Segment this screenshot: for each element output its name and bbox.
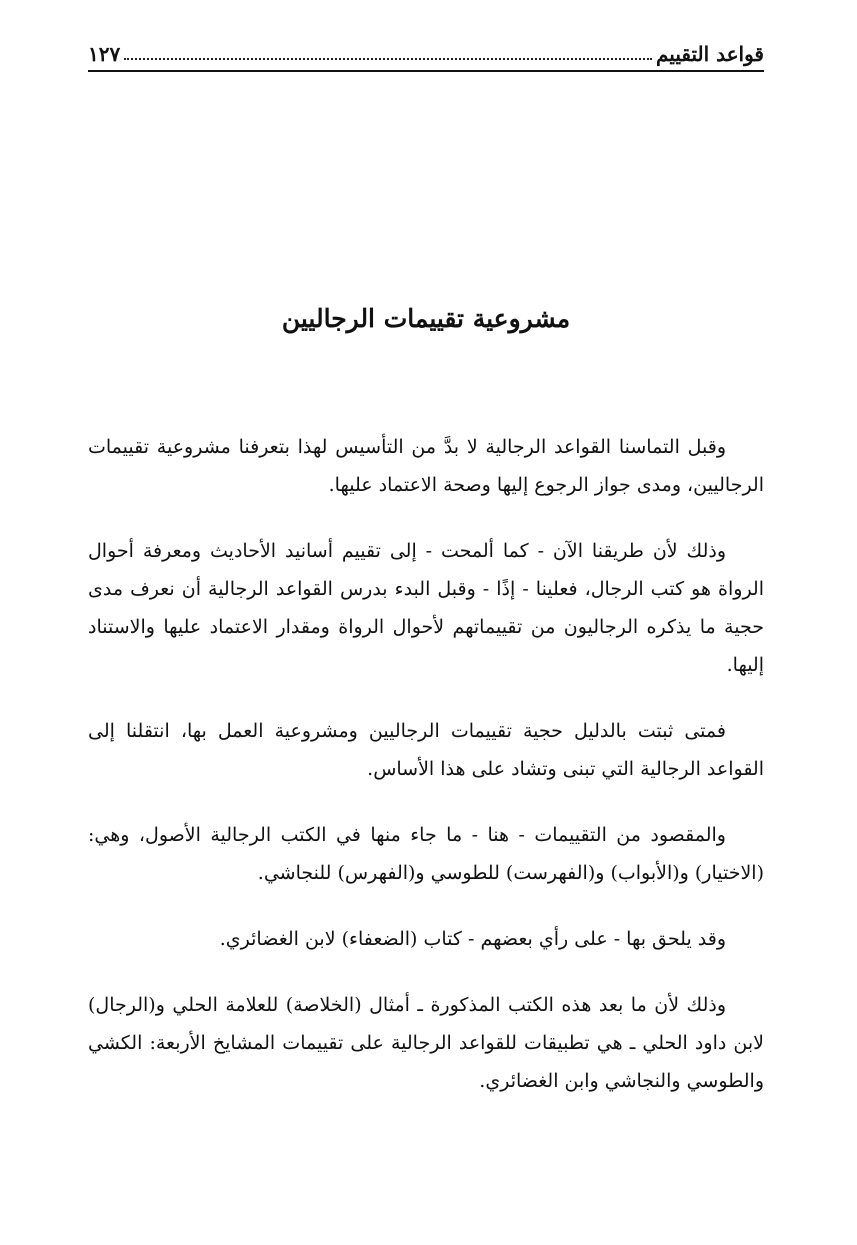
page-number: ١٢٧ [88,42,121,66]
section-title: مشروعية تقييمات الرجاليين [281,304,571,333]
paragraph: والمقصود من التقييمات - هنا - ما جاء منها في الكتب الرجالية الأصول، وهي: (الاختيار) و(الأبواب) و(الفهرست) للطوسي و(الفهرس) للنجاشي. [88,824,764,884]
paragraph: وذلك لأن طريقنا الآن - كما ألمحت - إلى تقييم أسانيد الأحاديث ومعرفة أحوال الرواة هو كتب الرجال، فعلينا - إذًا - وقبل البدء بدرس القواعد الرجالية أن نعرف مدى حجية ما يذكره الرجاليون من تقييماتهم لأحوال الرواة ومقدار الاعتماد عليها والاستناد إليها. [88,540,764,676]
paragraph: وذلك لأن ما بعد هذه الكتب المذكورة ـ أمثال (الخلاصة) للعلامة الحلي و(الرجال) لابن داود الحلي ـ هي تطبيقات للقواعد الرجالية على تقييمات المشايخ الأربعة: الكشي والطوسي والنجاشي وابن الغضائري. [88,994,764,1092]
paragraph: وقد يلحق بها - على رأي بعضهم - كتاب (الضعفاء) لابن الغضائري. [219,928,726,950]
paragraph: فمتى ثبتت بالدليل حجية تقييمات الرجاليين ومشروعية العمل بها، انتقلنا إلى القواعد الرجالية التي تبنى وتشاد على هذا الأساس. [88,720,764,780]
running-title: قواعد التقييم [655,42,764,66]
paragraph: وقبل التماسنا القواعد الرجالية لا بدَّ من التأسيس لهذا بتعرفنا مشروعية تقييمات الرجاليين، ومدى جواز الرجوع إليها وصحة الاعتماد عليها. [88,436,764,496]
dot-leader [124,57,652,60]
body-text [88,428,764,1128]
page-header [88,30,764,72]
